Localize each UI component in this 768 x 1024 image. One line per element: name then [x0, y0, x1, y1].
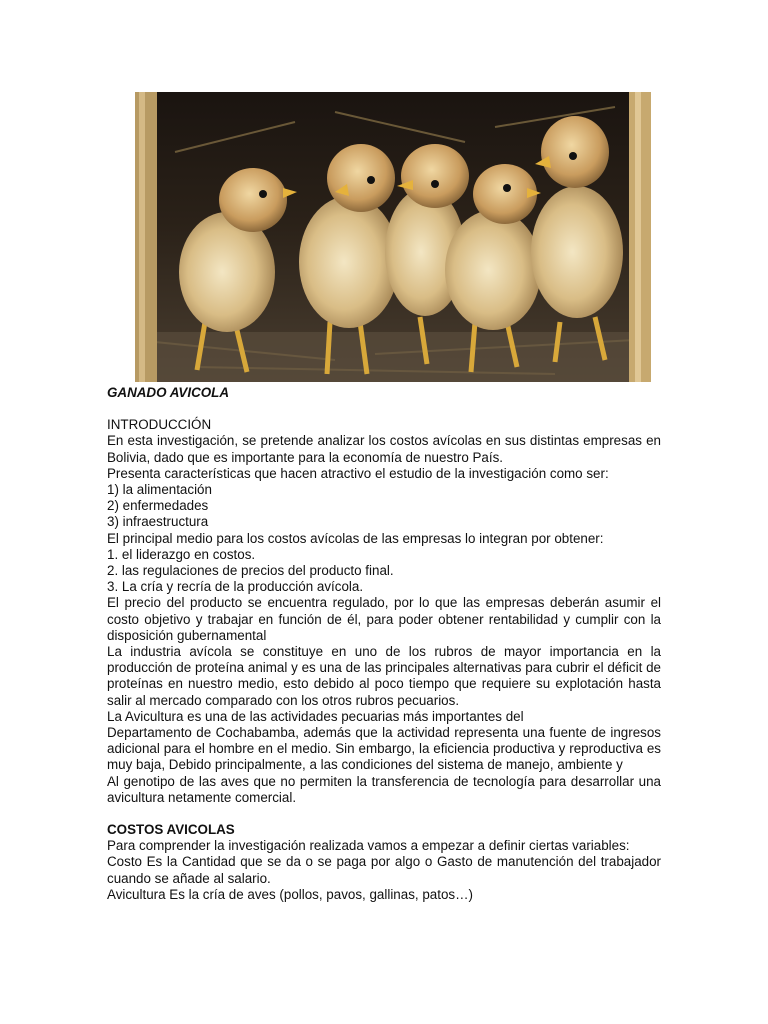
document-body: [107, 385, 661, 903]
list-item: 3. La cría y recría de la producción avícola.: [107, 579, 364, 595]
costos-heading: COSTOS AVICOLAS: [107, 822, 235, 838]
list-item: 2. las regulaciones de precios del producto final.: [107, 563, 394, 579]
intro-paragraph: La industria avícola se constituye en uno de los rubros de mayor importancia en la producción de proteína animal y es una de las principales alternativas para cubrir el déficit de proteínas en nuestro medio, esto debido al poco tiempo que requiere su explotación hasta salir al mercado comparado con los otros rubros pecuarios.: [107, 644, 661, 708]
list-item: 1. el liderazgo en costos.: [107, 546, 256, 562]
costos-paragraph: Costo Es la Cantidad que se da o se paga por algo o Gasto de manutención del trabajador cuando se añade al salario.: [107, 854, 661, 886]
costos-paragraph: Para comprender la investigación realizada vamos a empezar a definir ciertas variables:: [107, 838, 630, 854]
costos-paragraph: Avicultura Es la cría de aves (pollos, pavos, gallinas, patos…): [107, 886, 473, 902]
document-title: GANADO AVICOLA: [107, 385, 229, 400]
intro-paragraph: Presenta características que hacen atractivo el estudio de la investigación como ser:: [107, 465, 609, 481]
list-item: 1) la alimentación: [107, 482, 212, 498]
list-item: 3) infraestructura: [107, 514, 209, 530]
chicks-photo: [135, 92, 651, 382]
list-item: 2) enfermedades: [107, 498, 209, 514]
intro-paragraph: Departamento de Cochabamba, además que la actividad representa una fuente de ingresos adicional para el hombre en el medio. Sin embargo, la eficiencia productiva y reproductiva es muy baja, Debido principalmente, a las condiciones del sistema de manejo, ambiente y: [107, 725, 661, 773]
intro-paragraph: El principal medio para los costos avícolas de las empresas lo integran por obtener:: [107, 530, 604, 546]
intro-paragraph: Al genotipo de las aves que no permiten la transferencia de tecnología para desarrollar una avicultura netamente comercial.: [107, 773, 661, 805]
intro-paragraph: El precio del producto se encuentra regulado, por lo que las empresas deberán asumir el costo objetivo y trabajar en función de él, para poder obtener rentabilidad y cumplir con la disposición gubernamental: [107, 595, 661, 643]
intro-paragraph: En esta investigación, se pretende analizar los costos avícolas en sus distintas empresas en Bolivia, dado que es importante para la economía de nuestro País.: [107, 433, 661, 465]
intro-heading: INTRODUCCIÓN: [107, 417, 212, 433]
intro-paragraph: La Avicultura es una de las actividades pecuarias más importantes del: [107, 708, 524, 724]
